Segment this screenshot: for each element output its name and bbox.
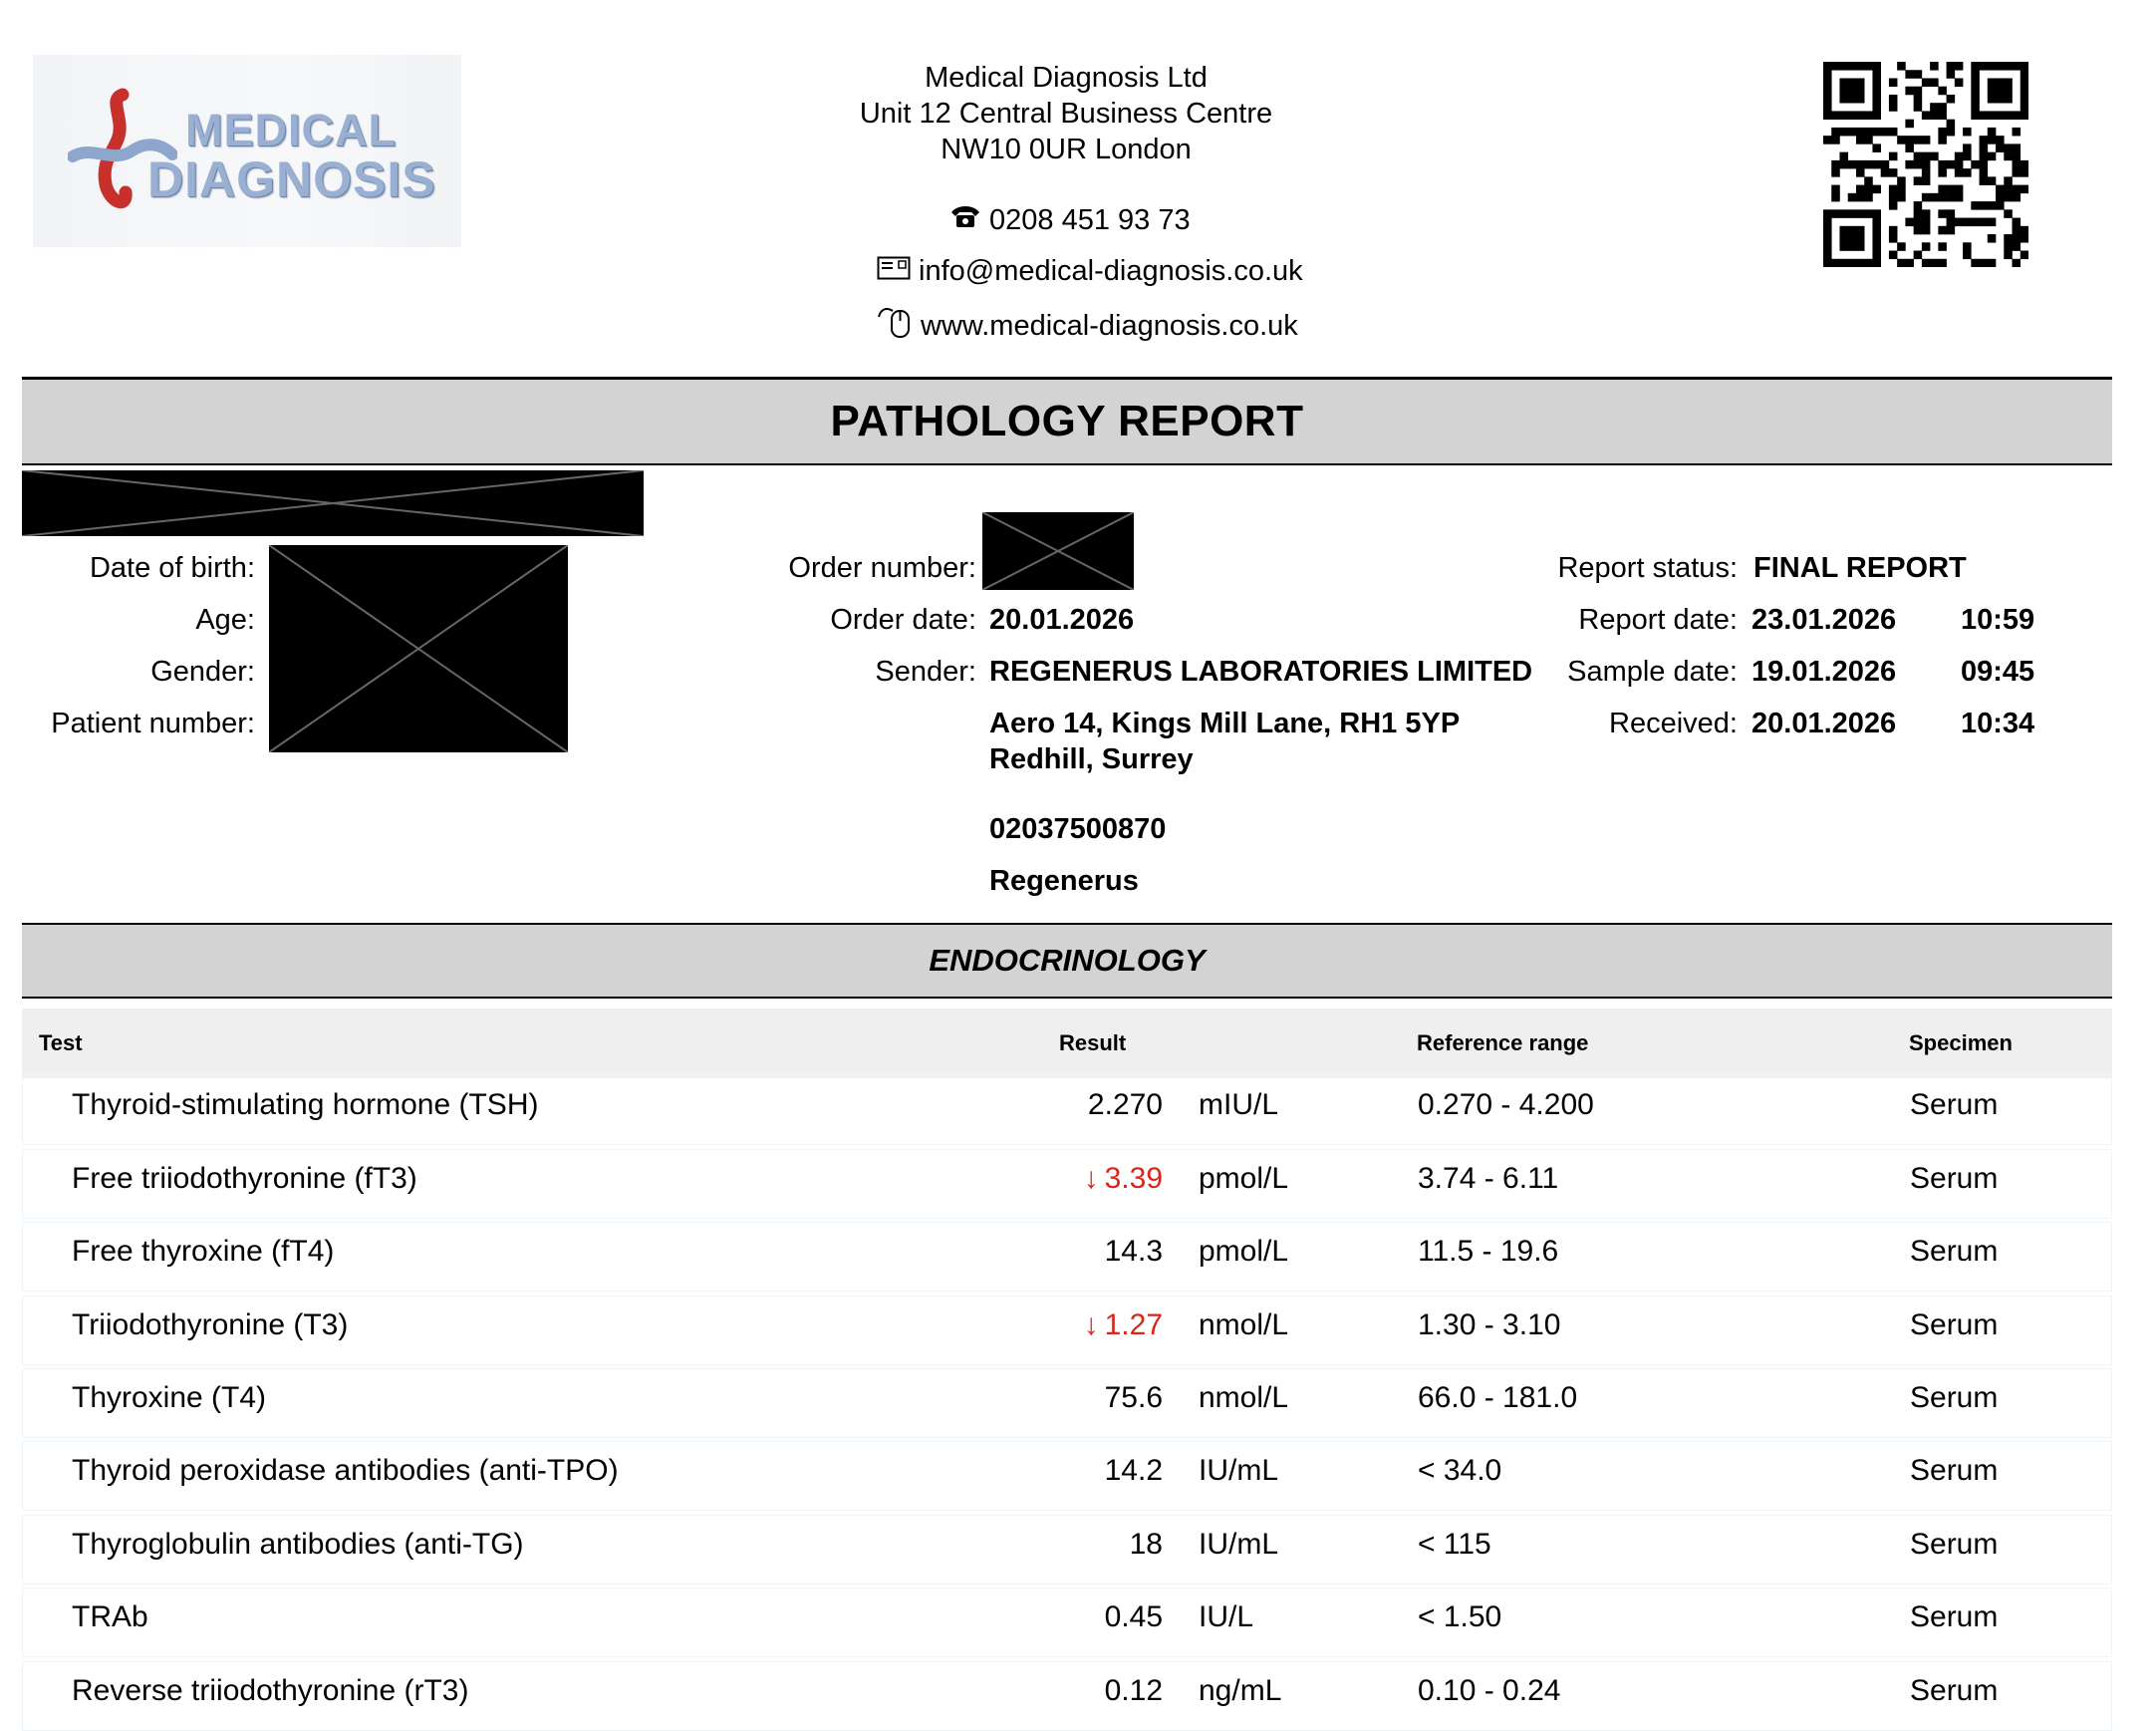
table-row	[22, 1149, 2112, 1219]
company-email	[877, 255, 1303, 288]
report-date-label: Report date:	[1578, 604, 1738, 636]
specimen: Serum	[1910, 1454, 1999, 1487]
header-specimen: Specimen	[1909, 1030, 2013, 1055]
company-name: Medical Diagnosis Ltd	[925, 62, 1208, 94]
phone-number: 0208 451 93 73	[989, 203, 1191, 236]
report-title: PATHOLOGY REPORT	[22, 377, 2112, 465]
result-value	[1088, 1088, 1163, 1122]
company-logo	[33, 55, 461, 247]
result-number: 14.3	[1104, 1235, 1163, 1268]
low-flag-arrow-icon: ↓	[1083, 1162, 1099, 1195]
specimen: Serum	[1910, 1600, 1999, 1633]
phone-icon	[949, 203, 981, 237]
received-time: 10:34	[1961, 708, 2035, 739]
table-row	[22, 1075, 2112, 1145]
result-number: 2.270	[1087, 1088, 1163, 1121]
table-row	[22, 1661, 2112, 1731]
result-number: 0.12	[1104, 1674, 1163, 1707]
result-value	[1105, 1235, 1163, 1269]
reference-range: < 34.0	[1418, 1454, 1502, 1487]
test-name: Thyroglobulin antibodies (anti-TG)	[72, 1528, 524, 1561]
received-label: Received:	[1609, 708, 1738, 739]
result-value	[1105, 1600, 1163, 1634]
reference-range: < 1.50	[1418, 1600, 1502, 1633]
sender-phone: 02037500870	[989, 813, 1167, 845]
test-name: Thyroid peroxidase antibodies (anti-TPO)	[72, 1454, 619, 1487]
dob-label: Date of birth:	[89, 552, 255, 584]
sender-label: Sender:	[875, 656, 976, 688]
result-unit: pmol/L	[1199, 1162, 1289, 1195]
company-address-line2: NW10 0UR London	[941, 134, 1192, 165]
test-name: Triiodothyronine (T3)	[72, 1308, 349, 1341]
report-date: 23.01.2026	[1752, 604, 1897, 636]
redacted-patient-details	[269, 545, 568, 752]
reference-range: 11.5 - 19.6	[1418, 1235, 1559, 1268]
table-row	[22, 1441, 2112, 1511]
result-unit: nmol/L	[1199, 1381, 1289, 1414]
company-address-line1: Unit 12 Central Business Centre	[859, 98, 1273, 130]
header-reference-range: Reference range	[1417, 1030, 1589, 1055]
website-url: www.medical-diagnosis.co.uk	[921, 309, 1298, 342]
section-title: ENDOCRINOLOGY	[22, 923, 2112, 999]
table-row	[22, 1515, 2112, 1585]
result-number: 1.27	[1104, 1308, 1163, 1341]
logo-text-medical: MEDICAL	[185, 105, 397, 155]
sample-time: 09:45	[1961, 656, 2035, 688]
result-unit: nmol/L	[1199, 1308, 1289, 1341]
received-date: 20.01.2026	[1752, 708, 1897, 739]
table-row	[22, 1296, 2112, 1365]
table-row	[22, 1587, 2112, 1657]
mouse-icon	[877, 305, 913, 347]
sender-address-line1: Aero 14, Kings Mill Lane, RH1 5YP	[989, 708, 1461, 739]
specimen: Serum	[1910, 1381, 1999, 1414]
email-address: info@medical-diagnosis.co.uk	[919, 255, 1303, 287]
company-phone	[949, 203, 1191, 237]
test-name: Free triiodothyronine (fT3)	[72, 1162, 417, 1195]
sample-date-label: Sample date:	[1567, 656, 1738, 688]
specimen: Serum	[1910, 1528, 1999, 1561]
company-address	[767, 60, 1365, 167]
table-row	[22, 1222, 2112, 1292]
header-test: Test	[39, 1030, 83, 1055]
test-name: Free thyroxine (fT4)	[72, 1235, 335, 1268]
order-number-label: Order number:	[788, 552, 976, 584]
age-label: Age:	[195, 604, 255, 636]
specimen: Serum	[1910, 1088, 1999, 1121]
result-unit: IU/mL	[1199, 1454, 1279, 1487]
test-name: Thyroxine (T4)	[72, 1381, 267, 1414]
redacted-patient-name	[22, 470, 644, 536]
reference-range: 0.270 - 4.200	[1418, 1088, 1594, 1121]
test-name: Thyroid-stimulating hormone (TSH)	[72, 1088, 539, 1121]
sender-address-line2: Redhill, Surrey	[989, 743, 1194, 775]
result-number: 3.39	[1104, 1162, 1163, 1195]
redacted-order-number	[982, 512, 1134, 590]
result-unit: mIU/L	[1199, 1088, 1279, 1121]
report-status: FINAL REPORT	[1753, 552, 1967, 584]
order-date: 20.01.2026	[989, 604, 1135, 636]
report-time: 10:59	[1961, 604, 2035, 636]
sample-date: 19.01.2026	[1752, 656, 1897, 688]
specimen: Serum	[1910, 1674, 1999, 1707]
gender-label: Gender:	[150, 656, 255, 688]
results-table-header	[22, 1009, 2112, 1078]
result-unit: IU/L	[1199, 1600, 1254, 1633]
test-name: TRAb	[72, 1600, 148, 1633]
sender-name: REGENERUS LABORATORIES LIMITED	[989, 656, 1533, 688]
patient-number-label: Patient number:	[51, 708, 255, 739]
result-value	[1084, 1308, 1163, 1342]
result-value	[1084, 1162, 1163, 1196]
result-value	[1105, 1381, 1163, 1415]
result-value	[1105, 1674, 1163, 1708]
reference-range: 1.30 - 3.10	[1418, 1308, 1561, 1341]
qr-code-icon	[1823, 62, 2028, 267]
reference-range: 3.74 - 6.11	[1418, 1162, 1559, 1195]
result-value	[1130, 1528, 1163, 1562]
specimen: Serum	[1910, 1235, 1999, 1268]
logo-text-diagnosis: DIAGNOSIS	[147, 151, 436, 207]
table-row	[22, 1368, 2112, 1438]
specimen: Serum	[1910, 1162, 1999, 1195]
result-number: 0.45	[1104, 1600, 1163, 1633]
reference-range: 0.10 - 0.24	[1418, 1674, 1561, 1707]
envelope-icon	[877, 255, 911, 288]
header-result: Result	[1059, 1030, 1127, 1055]
company-website	[877, 305, 1298, 347]
order-date-label: Order date:	[830, 604, 976, 636]
result-unit: pmol/L	[1199, 1235, 1289, 1268]
result-number: 14.2	[1104, 1454, 1163, 1487]
result-value	[1105, 1454, 1163, 1488]
result-unit: IU/mL	[1199, 1528, 1279, 1561]
reference-range: < 115	[1418, 1528, 1491, 1561]
specimen: Serum	[1910, 1308, 1999, 1341]
reference-range: 66.0 - 181.0	[1418, 1381, 1578, 1414]
report-status-label: Report status:	[1557, 552, 1738, 584]
test-name: Reverse triiodothyronine (rT3)	[72, 1674, 469, 1707]
low-flag-arrow-icon: ↓	[1083, 1308, 1099, 1341]
result-number: 75.6	[1104, 1381, 1163, 1414]
result-number: 18	[1129, 1528, 1163, 1561]
result-unit: ng/mL	[1199, 1674, 1282, 1707]
sender-contact: Regenerus	[989, 865, 1139, 897]
